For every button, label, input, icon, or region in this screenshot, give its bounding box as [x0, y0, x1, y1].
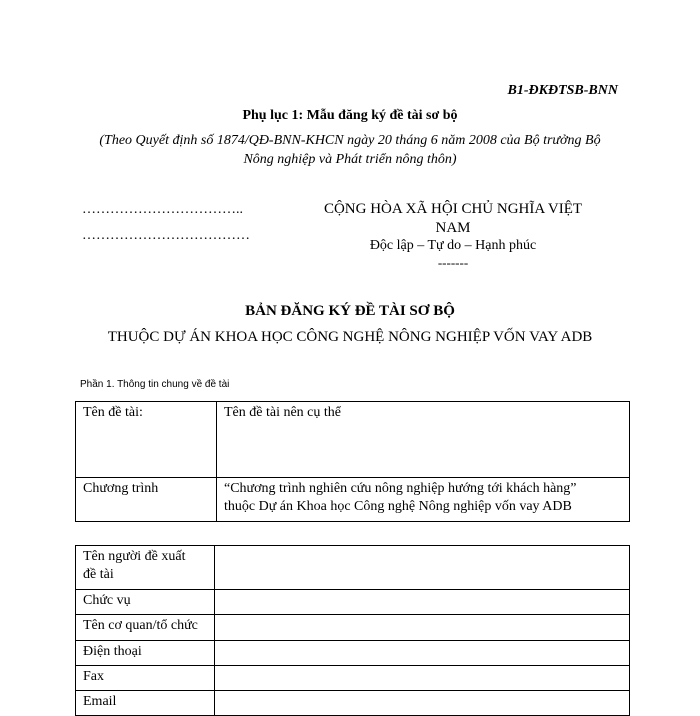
organization-label: Tên cơ quan/tổ chức — [76, 615, 215, 641]
project-info-table — [75, 401, 630, 522]
table-row — [76, 615, 630, 641]
decision-reference — [80, 131, 620, 169]
motto-divider: ------- — [437, 255, 469, 270]
program-value — [217, 478, 630, 522]
table-row — [76, 402, 630, 478]
decision-line-1: (Theo Quyết định số 1874/QĐ-BNN-KHCN ngày 20 tháng 6 năm 2008 của Bộ trưởng Bộ — [99, 133, 601, 148]
national-title-line-1: CỘNG HÒA XÃ HỘI CHỦ NGHĨA VIỆT — [323, 201, 583, 217]
project-name-label: Tên đề tài: — [76, 402, 217, 478]
decision-line-2: Nông nghiệp và Phát triển nông thôn) — [243, 152, 457, 167]
form-title: BẢN ĐĂNG KÝ ĐỀ TÀI SƠ BỘ — [245, 303, 455, 319]
position-field[interactable] — [215, 590, 630, 615]
organization-dots-1: …………………………….. — [82, 202, 243, 217]
table-row — [76, 666, 630, 691]
organization-dots-2: ……………………………… — [82, 228, 250, 243]
organization-field[interactable] — [215, 615, 630, 641]
fax-field[interactable] — [215, 666, 630, 691]
proposer-info-table — [75, 545, 630, 716]
proposer-label-line-1: Tên người đề xuất — [83, 549, 186, 564]
proposer-label-line-2: đề tài — [83, 567, 114, 582]
table-row — [76, 590, 630, 615]
proposer-label — [76, 546, 215, 590]
program-label: Chương trình — [76, 478, 217, 522]
email-field[interactable] — [215, 691, 630, 716]
table-row — [76, 691, 630, 716]
program-value-line-2: thuộc Dự án Khoa học Công nghệ Nông nghiệp vốn vay ADB — [224, 499, 572, 514]
table-row — [76, 478, 630, 522]
phone-field[interactable] — [215, 641, 630, 666]
position-label: Chức vụ — [76, 590, 215, 615]
national-motto: Độc lập – Tự do – Hạnh phúc — [369, 238, 537, 253]
appendix-title: Phụ lục 1: Mẫu đăng ký đề tài sơ bộ — [242, 108, 458, 123]
project-name-field[interactable]: Tên đề tài nên cụ thể — [217, 402, 630, 478]
national-title — [318, 200, 588, 238]
table-row — [76, 546, 630, 590]
table-row — [76, 641, 630, 666]
document-code: B1-ĐKĐTSB-BNN — [507, 83, 618, 98]
form-subtitle: THUỘC DỰ ÁN KHOA HỌC CÔNG NGHỆ NÔNG NGHIỆP VỐN VAY ADB — [107, 329, 593, 345]
proposer-field[interactable] — [215, 546, 630, 590]
email-label: Email — [76, 691, 215, 716]
phone-label: Điện thoại — [76, 641, 215, 666]
part1-heading: Phần 1. Thông tin chung về đề tài — [80, 379, 230, 390]
national-title-line-2: NAM — [435, 220, 471, 236]
fax-label: Fax — [76, 666, 215, 691]
program-value-line-1: “Chương trình nghiên cứu nông nghiệp hướng tới khách hàng” — [224, 481, 577, 496]
